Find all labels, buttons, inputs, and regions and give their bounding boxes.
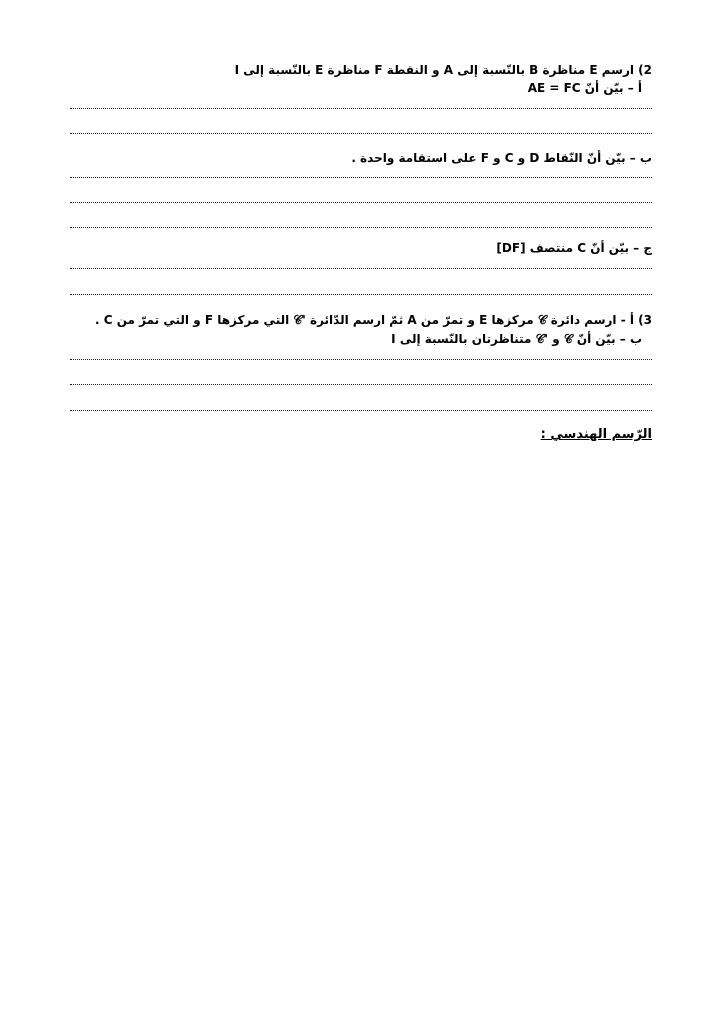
q2-part-b: ب – بيّن أنّ النّقاط D و C و F على استقامة واحدة . <box>351 151 652 165</box>
answer-line <box>70 133 652 134</box>
q3-part-b: ب – بيّن أنّ 𝒞 و '𝒞 متناظرتان بالنّسبة إلى I <box>391 332 642 346</box>
answer-line <box>70 227 652 228</box>
answer-line <box>70 268 652 269</box>
q2-part-a: أ – بيّن أنّ AE = FC <box>527 81 642 95</box>
answer-line <box>70 108 652 109</box>
answer-line <box>70 410 652 411</box>
answer-line <box>70 202 652 203</box>
answer-line <box>70 384 652 385</box>
answer-line <box>70 359 652 360</box>
drawing-section-heading: الرّسم الهندسي : <box>540 427 652 442</box>
answer-line <box>70 294 652 295</box>
q2-instruction: 2) ارسم E مناظرة B بالنّسبة إلى A و النقطة F مناظرة E بالنّسبة إلى I <box>234 63 652 77</box>
q2-part-c: ج – بيّن أنّ C منتصف [DF] <box>496 241 652 255</box>
q3-instruction: 3) أ - ارسم دائرة 𝒞 مركزها E و تمرّ من A ثمّ ارسم الدّائرة '𝒞 التي مركزها F و التي تمرّ من C . <box>95 313 652 327</box>
answer-line <box>70 177 652 178</box>
